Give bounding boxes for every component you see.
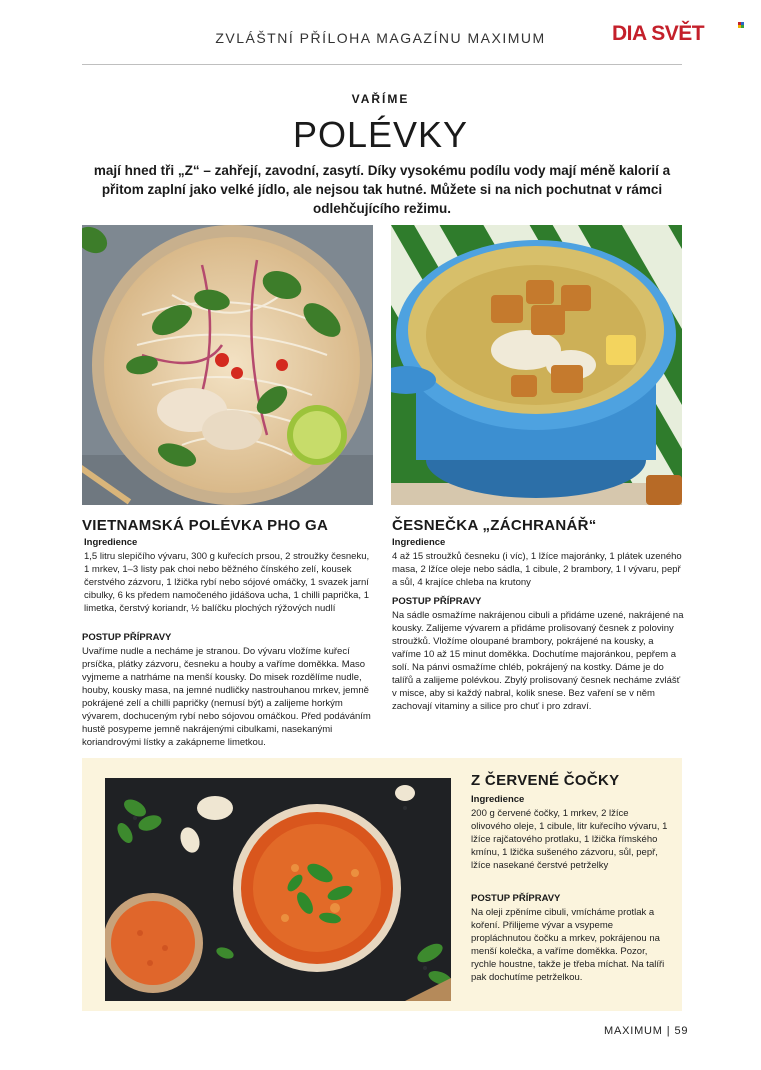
page-footer	[604, 1025, 688, 1037]
header-divider	[82, 64, 682, 65]
section-label: VAŘÍME	[351, 92, 410, 106]
garlic-soup-procedure-text: Na sádle osmažíme nakrájenou cibuli a přidáme uzené, nakrájené na kousky. Zalijeme vývarem a přidáme prolisovaný česnek z poloviny stroužků. Vložíme oloupané brambory, pokrájené na kousky, a vaříme 10 až 15 minut doměkka. Dochutíme majoránkou, pepřem a solí. Na pánvi osmažíme chléb, pokrájený na kostky. Dáme je do talířů a zalijeme polévkou. Zbylý prolisovaný česnek necháme zvlášť v misce, aby si každý nabral, kolik snese. Bez vaření se v něm zachovají vitaminy a silice pro chuť i pro zdraví.	[392, 610, 684, 712]
brand-color-mark-icon	[738, 22, 747, 28]
pho-soup-photo	[82, 225, 373, 505]
lentil-procedure-text: Na oleji zpěníme cibuli, vmícháme protlak a koření. Přilijeme vývar a vsypeme propláchnutou čočku a mrkev, pokrájenou na menší kolečka, a vaříme doměkka. Pozor, rychle houstne, takže je třeba míchat. Na talíři pak dochutíme petrželkou.	[471, 907, 665, 983]
footer-separator: |	[666, 1025, 671, 1037]
brand-logo: DIA SVĚT	[612, 22, 705, 45]
lentil-recipe-title: Z ČERVENÉ ČOČKY	[471, 772, 620, 789]
lentil-procedure-heading: POSTUP PŘÍPRAVY	[471, 893, 561, 904]
garlic-soup-ingredients-text: 4 až 15 stroužků česneku (i víc), 1 lžíce majoránky, 1 plátek uzeného masa, 2 lžíce oleje nebo sádla, 1 cibule, 2 brambory, 1 l vývaru, pepř a sůl, 4 krajíce chleba na krutony	[392, 551, 682, 588]
page-number: 59	[674, 1025, 689, 1037]
intro-paragraph: mají hned tři „Z“ – zahřejí, zavodní, zasytí. Díky vysokému podílu vody mají méně kalorií a přitom zaplní jako velké jídlo, ale nejsou tak hutné. Můžete si na nich pochutnat v rámci odlehčujícího režimu.	[93, 163, 671, 216]
footer-magazine-name: MAXIMUM	[604, 1025, 663, 1037]
lentil-ingredients-heading: Ingredience	[471, 794, 525, 805]
lentil-ingredients-text: 200 g červené čočky, 1 mrkev, 2 lžíce olivového oleje, 1 cibule, litr kuřecího vývaru, 1 lžíce rajčatového protlaku, 1 lžička římského kmínu, 1 lžička sušeného zázvoru, sůl, pepř, lžíce nasekané čerstvé petrželky	[471, 808, 668, 871]
page-title: POLÉVKY	[292, 114, 469, 155]
pho-ingredients-text: 1,5 litru slepičího vývaru, 300 g kuřecích prsou, 2 stroužky česneku, 1 mrkev, 1–3 listy pak choi nebo běžného čínského zelí, kousek čerstvého zázvoru, 1 lžička rybí nebo sójové omáčky, 1 svazek jarní cibulky, 6 ks předem namočeného jidášova ucha, 1 chilli paprička, 1 limetka, čerstvý koriandr, ½ balíčku plochých rýžových nudlí	[84, 551, 370, 614]
magazine-supplement-title: ZVLÁŠTNÍ PŘÍLOHA MAGAZÍNU MAXIMUM	[215, 30, 546, 46]
pho-procedure-text: Uvaříme nudle a necháme je stranou. Do vývaru vložíme kuřecí prsíčka, plátky zázvoru, česneku a houby a vaříme doměkka. Maso vyjmeme a natrháme na menší kousky. Do misek rozdělíme nudle, houby, kousky masa, na jemné nudličky nastrouhanou mrkev, jemně pokrájené zelí a chilli papričky (nemusí být) a zalijeme horkým vývarem, dochuceným rybí nebo sójovou omáčkou. Před podáváním hustě posypeme jemně nakrájenými cibulkami, nasekanými koriandrovými lístky a zakápneme limetkou.	[82, 646, 371, 748]
garlic-soup-photo	[391, 225, 682, 505]
pho-ingredients-heading: Ingredience	[84, 537, 138, 548]
lentil-soup-photo	[105, 778, 451, 1001]
garlic-soup-recipe-title: ČESNEČKA „ZÁCHRANÁŘ“	[392, 517, 597, 534]
garlic-soup-ingredients-heading: Ingredience	[392, 537, 446, 548]
pho-recipe-title: VIETNAMSKÁ POLÉVKA PHO GA	[82, 517, 329, 534]
garlic-soup-procedure-heading: POSTUP PŘÍPRAVY	[392, 596, 482, 607]
pho-procedure-heading: POSTUP PŘÍPRAVY	[82, 632, 172, 643]
